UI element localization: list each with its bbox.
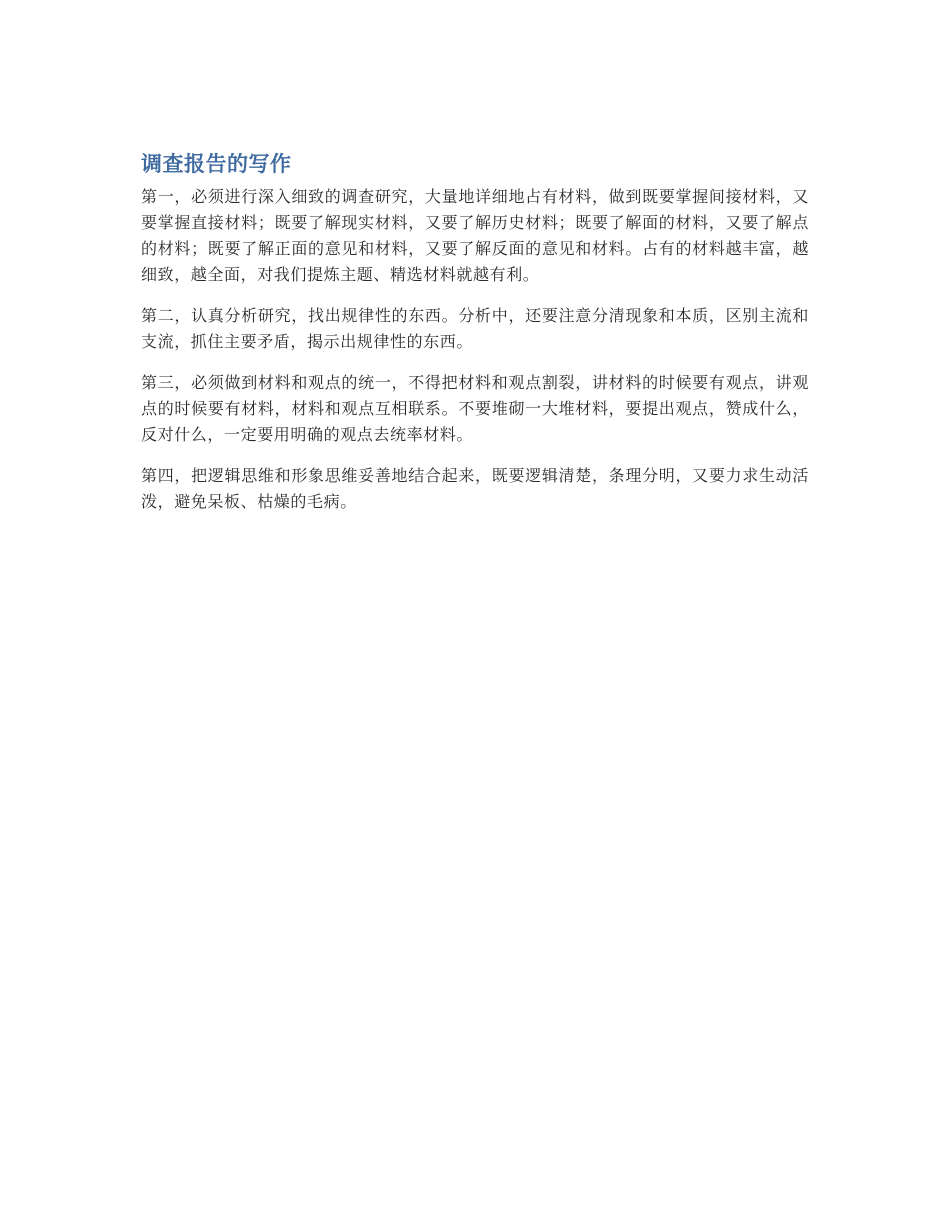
paragraph-1: 第一，必须进行深入细致的调查研究，大量地详细地占有材料，做到既要掌握间接材料，又要掌握直接材料；既要了解现实材料，又要了解历史材料；既要了解面的材料，又要了解点的材料；既要了解正面的意见和材料，又要了解反面的意见和材料。占有的材料越丰富，越细致，越全面，对我们提炼主题、精选材料就越有利。 — [141, 187, 809, 284]
document-body — [141, 150, 809, 530]
document-title: 调查报告的写作 — [141, 152, 292, 176]
paragraph-2: 第二，认真分析研究，找出规律性的东西。分析中，还要注意分清现象和本质，区别主流和支流，抓住主要矛盾，揭示出规律性的东西。 — [141, 306, 809, 351]
paragraph-3: 第三，必须做到材料和观点的统一，不得把材料和观点割裂，讲材料的时候要有观点，讲观点的时候要有材料，材料和观点互相联系。不要堆砌一大堆材料，要提出观点，赞成什么，反对什么，一定要用明确的观点去统率材料。 — [141, 373, 809, 444]
paragraph-4: 第四，把逻辑思维和形象思维妥善地结合起来，既要逻辑清楚，条理分明，又要力求生动活泼，避免呆板、枯燥的毛病。 — [141, 466, 809, 511]
